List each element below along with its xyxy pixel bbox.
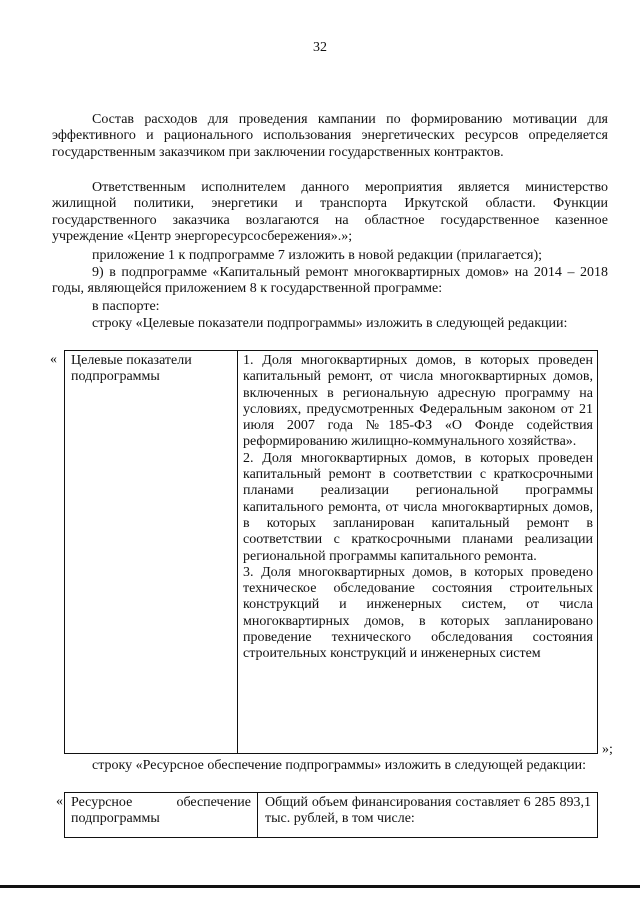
page-number: 32 xyxy=(313,40,327,55)
paragraph-appendix: приложение 1 к подпрограмме 7 изложить в новой редакции (прилагается); xyxy=(92,248,543,263)
resource-label-cell: Ресурсное обеспечение подпрограммы xyxy=(65,793,258,837)
paragraph-expenses: Состав расходов для проведения кампании по формированию мотивации для эффективного и рационального использования энергетических ресурсов определяется государственным заказчиком при заключении государственных контрактов. xyxy=(52,112,608,160)
close-quote: »; xyxy=(602,742,613,757)
indicator-2: 2. Доля многоквартирных домов, в которых проведен капитальный ремонт в соответствии с краткосрочными планами реализации региональной программы капитального ремонта, от числа многоквартирных домов, в которых запланирован капитальный ремонт в соответствии с краткосрочными планами реализации региональной программы капитального ремонта. xyxy=(243,450,593,564)
resource-value-cell: Общий объем финансирования составляет 6 285 893,1 тыс. рублей, в том числе: xyxy=(265,795,591,827)
paragraph-resource-row: строку «Ресурсное обеспечение подпрограммы» изложить в следующей редакции: xyxy=(92,758,586,773)
indicator-3: 3. Доля многоквартирных домов, в которых проведено техническое обследование состояния строительных конструкций и инженерных систем, от числа многоквартирных домов, в которых запланировано проведение технического обследования состояния строительных конструкций и инженерных систем xyxy=(243,564,593,662)
target-indicators-table xyxy=(64,350,598,754)
table-label-cell: Целевые показатели подпрограммы xyxy=(65,351,238,753)
paragraph-subprogram-9: 9) в подпрограмме «Капитальный ремонт многоквартирных домов» на 2014 – 2018 годы, являющейся приложением 8 к государственной программе: xyxy=(52,265,608,297)
table-value-cell xyxy=(239,351,597,753)
bottom-rule xyxy=(0,885,640,888)
open-quote: « xyxy=(50,352,57,367)
paragraph-responsible: Ответственным исполнителем данного мероприятия является министерство жилищной политики, энергетики и транспорта Иркутской области. Функции государственного заказчика возлагаются на областное государственное казенное учреждение «Центр энергоресурсосбережения».»; xyxy=(52,180,608,244)
paragraph-passport: в паспорте: xyxy=(92,299,160,314)
paragraph-target-row: строку «Целевые показатели подпрограммы» изложить в следующей редакции: xyxy=(92,316,568,331)
indicator-1: 1. Доля многоквартирных домов, в которых проведен капитальный ремонт, от числа многоквартирных домов, включенных в региональную адресную программу на условиях, предусмотренных Федеральным законом от 21 июля 2007 года №185-ФЗ «О Фонде содействия реформированию жилищно-коммунального хозяйства». xyxy=(243,353,593,450)
open-quote-2: « xyxy=(56,794,63,809)
resource-table xyxy=(64,792,598,838)
